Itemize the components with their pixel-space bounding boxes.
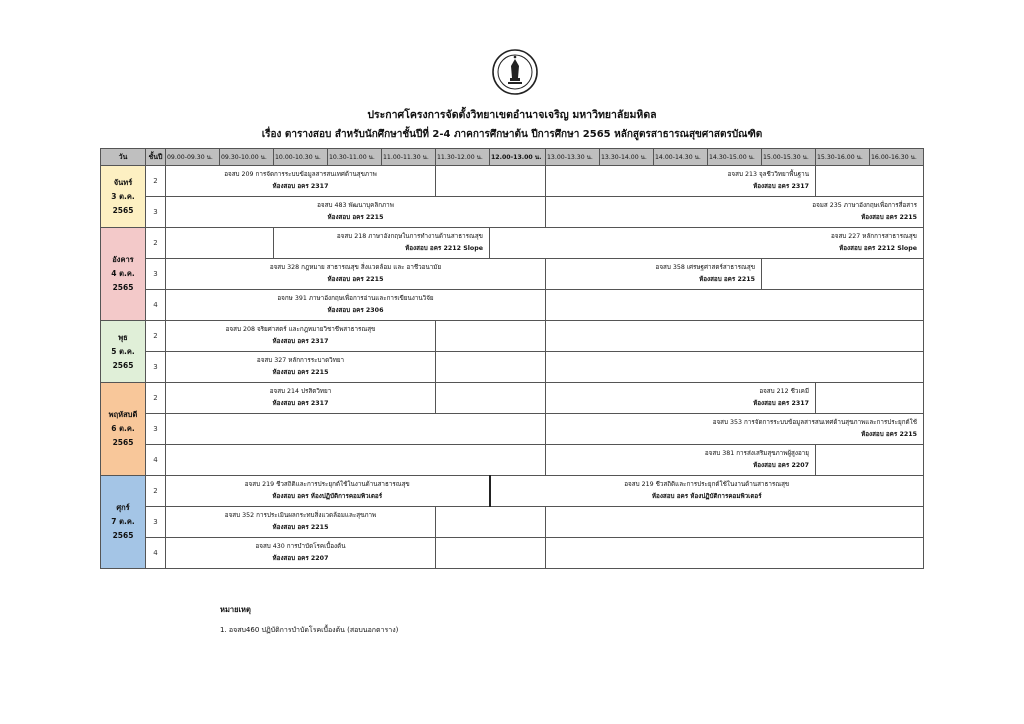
exam-course: อจสบ 209 การจัดการระบบข้อมูลสารสนเทศด้านสุขภาพ (224, 171, 377, 178)
empty-slot (166, 414, 546, 445)
exam-room: ห้องสอบ อคร 2212 Slope (839, 245, 917, 252)
exam-slot (546, 445, 816, 476)
exam-slot (166, 383, 436, 414)
day-date: 5 ต.ค. 2565 (111, 346, 135, 370)
exam-room: ห้องสอบ อคร 2215 (861, 214, 917, 221)
empty-slot (436, 383, 546, 414)
day-cell-thursday (101, 383, 146, 476)
exam-slot (166, 166, 436, 197)
exam-room: ห้องสอบ อคร ห้องปฏิบัติการคอมพิวเตอร์ (272, 493, 383, 500)
day-name: พฤหัสบดี (108, 410, 138, 419)
schedule-subtitle: เรื่อง ตารางสอบ สำหรับนักศึกษาชั้นปีที่ 2-4 ภาคการศึกษาต้น ปีการศึกษา 2565 หลักสูตรสาธารณสุขศาสตรบัณฑิต (261, 129, 763, 140)
year-cell: 2 (146, 476, 166, 507)
time-slot-header: 14.30-15.00 น. (708, 149, 762, 166)
empty-slot (816, 383, 924, 414)
empty-slot (816, 166, 924, 197)
table-row (101, 290, 924, 321)
exam-course: อจสบ 219 ชีวสถิติและการประยุกต์ใช้ในงานด้านสาธารณสุข (244, 481, 410, 488)
year-cell: 4 (146, 445, 166, 476)
table-row (101, 445, 924, 476)
exam-slot (546, 383, 816, 414)
exam-room: ห้องสอบ อคร 2207 (753, 462, 809, 469)
empty-slot (436, 507, 546, 538)
day-cell-monday (101, 166, 146, 228)
exam-slot (490, 228, 924, 259)
year-cell: 2 (146, 166, 166, 197)
day-date: 7 ต.ค. 2565 (111, 517, 135, 540)
exam-slot (166, 259, 546, 290)
exam-room: ห้องสอบ อคร 2207 (272, 555, 329, 562)
exam-schedule-table (100, 148, 924, 569)
lunch-slot-header: 12.00-13.00 น. (490, 149, 546, 166)
exam-room: ห้องสอบ อคร ห้องปฏิบัติการคอมพิวเตอร์ (651, 493, 762, 500)
day-date: 6 ต.ค. 2565 (111, 424, 135, 447)
exam-room: ห้องสอบ อคร 2215 (699, 276, 755, 283)
empty-slot (436, 352, 546, 383)
exam-slot (546, 197, 924, 228)
exam-course: อจสบ 227 หลักการสาธารณสุข (830, 233, 917, 240)
year-cell: 2 (146, 383, 166, 414)
exam-course: อจสบ 208 จริยศาสตร์ และกฎหมายวิชาชีพสาธารณสุข (225, 326, 376, 333)
exam-course: อจสบ 218 ภาษาอังกฤษในการทำงานด้านสาธารณสุข (336, 233, 483, 240)
empty-slot (546, 352, 924, 383)
table-row (101, 538, 924, 569)
year-cell: 3 (146, 197, 166, 228)
exam-slot (166, 352, 436, 383)
exam-room: ห้องสอบ อคร 2215 (272, 369, 329, 376)
year-cell: 3 (146, 352, 166, 383)
exam-slot (546, 259, 762, 290)
exam-room: ห้องสอบ อคร 2212 Slope (405, 245, 483, 252)
time-slot-header: 13.00-13.30 น. (546, 149, 600, 166)
note-item: 1. อจสบ460 ปฏิบัติการบำบัดโรคเบื้องต้น (สอบนอกตาราง) (220, 626, 399, 634)
table-row (101, 507, 924, 538)
empty-slot (166, 445, 546, 476)
exam-room: ห้องสอบ อคร 2317 (753, 400, 809, 407)
time-slot-header: 11.00-11.30 น. (382, 149, 436, 166)
university-seal-icon (491, 48, 539, 96)
empty-slot (436, 166, 546, 197)
exam-course: อจกษ 391 ภาษาอังกฤษเพื่อการอ่านและการเขียนงานวิจัย (277, 295, 434, 302)
announcement-title: ประกาศโครงการจัดตั้งวิทยาเขตอำนาจเจริญ มหาวิทยาลัยมหิดล (367, 109, 657, 121)
exam-slot (166, 476, 490, 507)
table-row (101, 228, 924, 259)
time-slot-header: 11.30-12.00 น. (436, 149, 490, 166)
exam-slot (166, 290, 546, 321)
exam-course: อจสบ 352 การประเมินผลกระทบสิ่งแวดล้อมและสุขภาพ (224, 512, 377, 519)
time-slot-header: 10.00-10.30 น. (274, 149, 328, 166)
year-cell: 3 (146, 414, 166, 445)
year-cell: 3 (146, 507, 166, 538)
table-row (101, 414, 924, 445)
day-column-header: วัน (101, 149, 146, 166)
time-slot-header: 10.30-11.00 น. (328, 149, 382, 166)
exam-slot (546, 166, 816, 197)
exam-course: อจสบ 328 กฎหมาย สาธารณสุข สิ่งแวดล้อม และ อาชีวอนามัย (269, 264, 442, 271)
exam-slot (166, 197, 546, 228)
exam-course: อจสบ 353 การจัดการระบบข้อมูลสารสนเทศด้านสุขภาพและการประยุกต์ใช้ (712, 419, 917, 426)
day-date: 3 ต.ค. 2565 (111, 191, 135, 215)
day-name: พุธ (118, 332, 128, 342)
table-row (101, 383, 924, 414)
exam-slot (166, 538, 436, 569)
empty-slot (546, 321, 924, 352)
empty-slot (816, 445, 924, 476)
time-slot-header: 16.00-16.30 น. (870, 149, 924, 166)
day-cell-friday (101, 476, 146, 569)
exam-slot (274, 228, 490, 259)
empty-slot (546, 538, 924, 569)
exam-room: ห้องสอบ อคร 2317 (272, 183, 329, 190)
exam-slot (166, 507, 436, 538)
year-cell: 3 (146, 259, 166, 290)
day-name: อังคาร (112, 255, 134, 264)
exam-slot (166, 321, 436, 352)
time-slot-header: 15.30-16.00 น. (816, 149, 870, 166)
year-column-header: ชั้นปี (146, 149, 166, 166)
exam-course: อจสบ 430 การบำบัดโรคเบื้องต้น (255, 543, 346, 550)
empty-slot (762, 259, 924, 290)
year-cell: 4 (146, 538, 166, 569)
table-row (101, 476, 924, 507)
exam-room: ห้องสอบ อคร 2317 (272, 338, 329, 345)
notes-heading: หมายเหตุ (220, 605, 251, 614)
table-row (101, 321, 924, 352)
table-row (101, 197, 924, 228)
empty-slot (436, 538, 546, 569)
exam-course: อจสบ 214 ปรสิตวิทยา (269, 388, 332, 395)
day-date: 4 ต.ค. 2565 (111, 269, 135, 292)
exam-room: ห้องสอบ อคร 2317 (753, 183, 809, 190)
table-row (101, 352, 924, 383)
time-slot-header: 14.00-14.30 น. (654, 149, 708, 166)
day-name: ศุกร์ (116, 503, 130, 512)
time-slot-header: 09.00-09.30 น. (166, 149, 220, 166)
exam-course: อจสบ 327 หลักการระบาดวิทยา (256, 357, 345, 364)
empty-slot (546, 290, 924, 321)
exam-course: อจสบ 381 การส่งเสริมสุขภาพผู้สูงอายุ (704, 450, 809, 457)
exam-slot (490, 476, 924, 507)
table-row (101, 259, 924, 290)
table-row (101, 166, 924, 197)
empty-slot (166, 228, 274, 259)
time-slot-header: 15.00-15.30 น. (762, 149, 816, 166)
empty-slot (436, 321, 546, 352)
exam-course: อจมส 235 ภาษาอังกฤษเพื่อการสื่อสาร (812, 202, 917, 209)
time-slot-header: 09.30-10.00 น. (220, 149, 274, 166)
year-cell: 4 (146, 290, 166, 321)
exam-room: ห้องสอบ อคร 2317 (272, 400, 329, 407)
exam-room: ห้องสอบ อคร 2306 (327, 307, 384, 314)
empty-slot (546, 507, 924, 538)
year-cell: 2 (146, 321, 166, 352)
day-cell-wednesday (101, 321, 146, 383)
exam-slot (546, 414, 924, 445)
day-name: จันทร์ (113, 177, 133, 187)
exam-course: อจสบ 483 พัฒนาบุคลิกภาพ (317, 202, 394, 209)
exam-room: ห้องสอบ อคร 2215 (272, 524, 329, 531)
exam-course: อจสบ 358 เศรษฐศาสตร์สาธารณสุข (655, 264, 755, 271)
exam-course: อจสบ 219 ชีวสถิติและการประยุกต์ใช้ในงานด้านสาธารณสุข (624, 481, 790, 488)
exam-room: ห้องสอบ อคร 2215 (327, 214, 384, 221)
header-row (101, 149, 924, 166)
year-cell: 2 (146, 228, 166, 259)
time-slot-header: 13.30-14.00 น. (600, 149, 654, 166)
exam-course: อจสบ 212 ชีวเคมี (759, 388, 809, 395)
day-cell-tuesday (101, 228, 146, 321)
exam-room: ห้องสอบ อคร 2215 (861, 431, 917, 438)
exam-course: อจสบ 213 จุลชีววิทยาพื้นฐาน (727, 171, 809, 178)
exam-room: ห้องสอบ อคร 2215 (327, 276, 384, 283)
